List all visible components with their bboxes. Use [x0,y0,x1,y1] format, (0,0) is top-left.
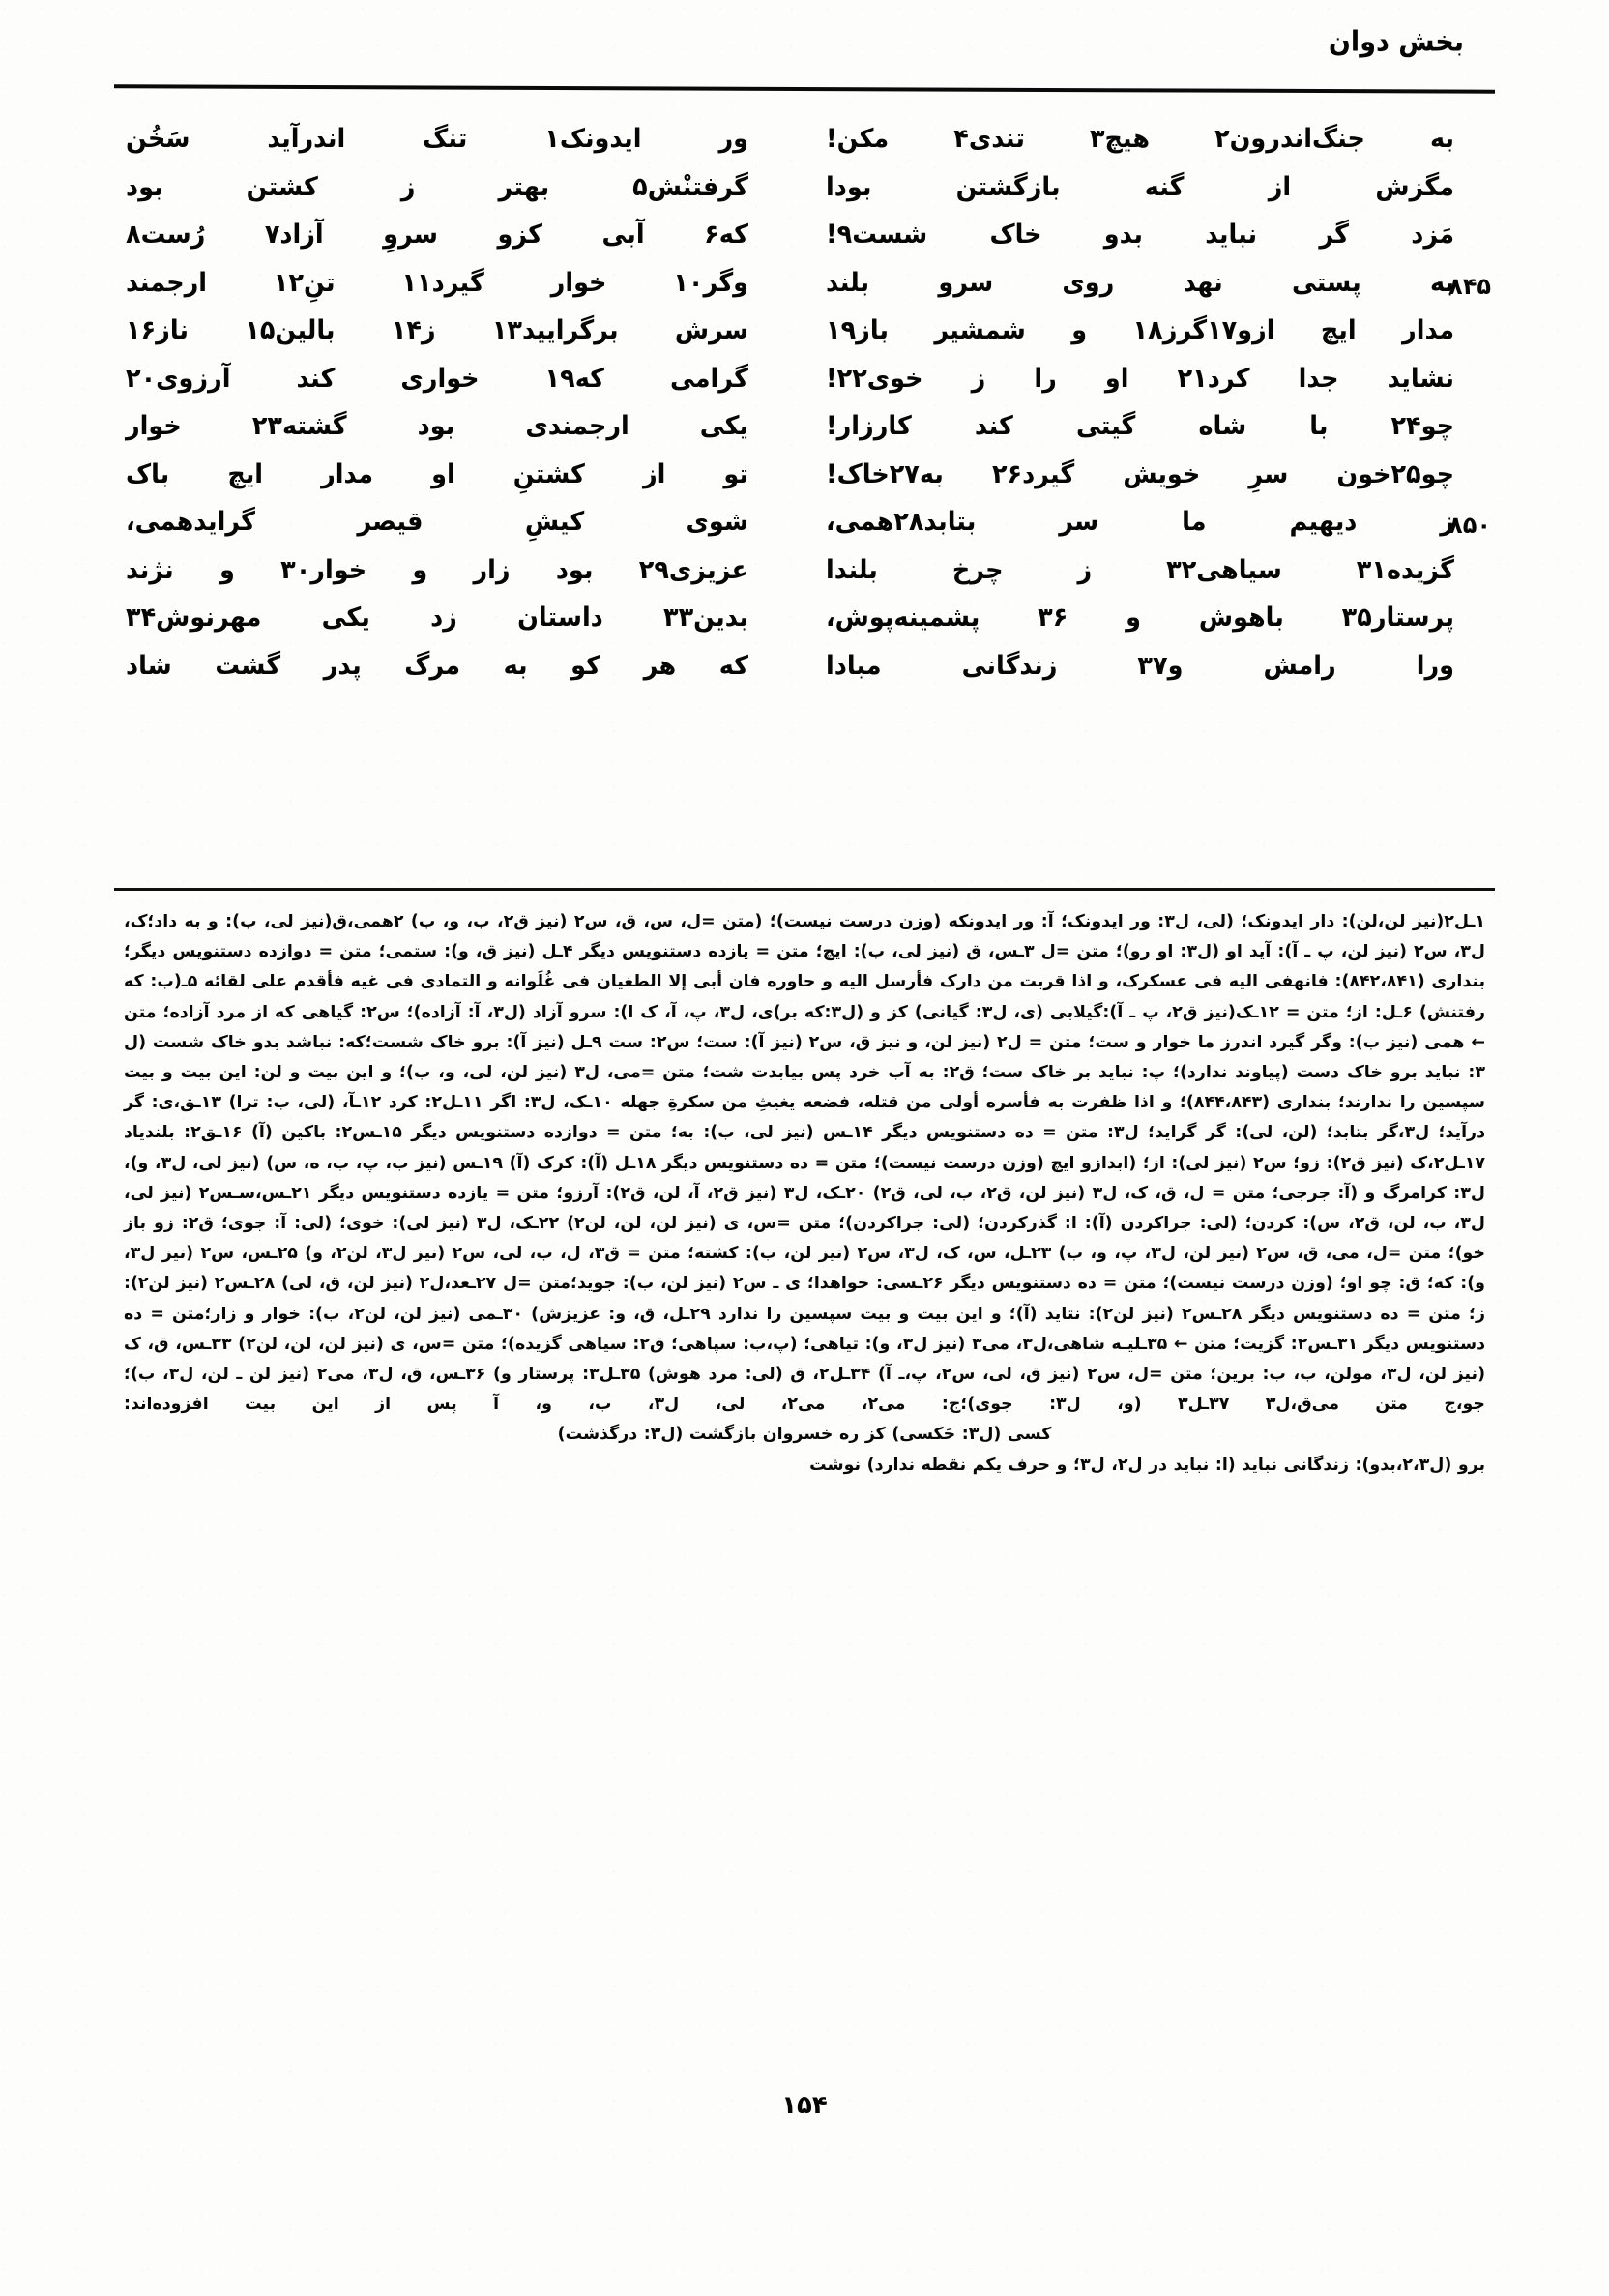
hemistich-left: پرستار۳۵ باهوش و ۳۶ پشمینه‌پوش، [826,602,1454,633]
couplet-row [126,650,1483,701]
footnote-rule [114,888,1495,891]
couplet-row [126,171,1483,222]
hemistich-right: که۶ آبی کزو سروِ آزاد۷ رُست۸ [126,219,748,250]
couplet-row [126,221,1483,270]
hemistich-right: ور ایدونک۱ تنگ اندرآید سَخُن [126,123,748,155]
hemistich-left: مدار ایچ ازو۱۷گرز۱۸ و شمشیر باز۱۹ [826,314,1454,346]
hemistich-right: یکی ارجمندی بود گشته۲۳ خوار [126,410,748,442]
couplet-row [126,554,1483,605]
header-rule [114,84,1495,93]
hemistich-right: عزیزی۲۹ بود زار و خوار۳۰ و نژند [126,554,748,585]
page-header [145,27,1464,72]
hemistich-left: ورا رامش و۳۷ زندگانی مبادا [826,650,1454,681]
hemistich-right: شوی کیشِ قیصر گرایدهمی، [126,506,748,538]
couplet-row [126,123,1483,174]
hemistich-left: چو۲۴ با شاه گیتی کند کارزار! [826,410,1454,442]
couplet-row [126,363,1483,414]
hemistich-right: گرامی که۱۹ خواری کند آرزوی۲۰ [126,363,748,394]
hemistich-left: مَزد گر نباید بدو خاک شست۹! [826,219,1454,250]
apparatus-tail-line: برو (ل۲،۳،بدو): زندگانی نباید (ا: نباید در ل۲، ل۳؛ و حرف یکم نقطه ندارد) نوشت [809,1455,1485,1475]
hemistich-right: گرفتنْش۵ بهتر ز کشتن بود [126,171,748,202]
verse-block [126,123,1491,861]
hemistich-right: که هر کو به مرگ پدر گشت شاد [126,650,748,681]
hemistich-right: تو از کشتنِ او مدار ایچ باک [126,458,748,489]
critical-apparatus [124,907,1485,1481]
running-head: بخش دوان [1328,25,1464,59]
apparatus-quoted-verse-line: کسی (ل۳: حَکسی) کز ره خسروان بازگشت (ل۳: درگذشت) [557,1425,1052,1445]
page-number: ۱۵۴ [781,2091,828,2120]
hemistich-right: بدین۳۳ داستان زد یکی مهرنوش۳۴ [126,602,748,633]
hemistich-right: سرش برگرایید۱۳ ز۱۴ بالین۱۵ ناز۱۶ [126,314,748,346]
hemistich-left: گزیده۳۱ سیاهی۳۲ ز چرخ بلندا [826,554,1454,585]
hemistich-right: وگر۱۰ خوار گیرد۱۱ تنِ۱۲ ارجمند [126,267,748,298]
couplet-row [126,458,1483,510]
hemistich-left: مگزش از گنه بازگشتن بودا [826,171,1454,202]
couplet-row [126,506,1491,557]
apparatus-main-paragraph: ۱ـل۲(نیز لن،لن): دار ایدونک؛ (لی، ل۳: ور ایدونک؛ آ: ور ایدونکه (وزن درست نیست)؛ (متن =ل، س، ق، س۲ (نیز ق۲، ب، و، ب) ۲همی،ق(نیز لی، ب): و به داد؛ک، ل۳، س۲ (نیز لن، پ ـ آ): آید او (ل۳: او رو)؛ متن =ل ۳ـس، ق (نیز لی، ب): ایچ؛ متن = یازده دستنویس دیگر ۴ـل (نیز ق، و): ستمی؛ متن = دوازده دستنویس دیگر؛ بنداری (۸۴۲،۸۴۱): فانهفی الیه فی عسکرک، و اذا قربت من دارک فأرسل الیه و حاوره فان أبی إلا الطغیان فی غُلَوانه و التمادی فی غیه فأقدم علی لقائه ۵ـ(ب: که رفتنش) ۶ـل: از؛ متن = ۱۲ـک(نیز ق۲، پ ـ آ):گیلابی (ی، ل۳: گیانی) کز و (ل۳:که بر)ی، ل۳، پ، آ، ک ا): سرو آزاد (ل۳، آ: آزاده)؛ س۲: گیاهی که از مرد آزاده؛ متن ← همی (نیز ب): وگر گیرد اندرز ما خوار و ست؛ متن = ل۲ (نیز لن، و نیز ق، س۲ (نیز آ): ست؛ س۲: ست ۹ـل (نیز آ): برو خاک شست؛که: نباشد بدو خاک شست (ل ۳: نباید برو خاک دست (پیاوند ندارد)؛ پ: نباید بر خاک ست؛ ق۲: به آب خرد پس بیابدت شت؛ متن =می، ل۳ (نیز لن، لی، و، ب)؛ و این بیت و لن: این بیت و بیت سپسین را ندارند؛ بنداری (۸۴۴،۸۴۳)؛ و اذا ظفرت به فأسره أولی من قتله، فضعه یغیثِ من سکرةِ جهله ۱۰ـک، ل۳: اگر ۱۱ـل۲: کرد ۱۲ـآ، (لی، ب: ترا) ۱۳ـق،ی: گر درآید؛ ل۳،گر بتابد؛ (لن، لی): گر گراید؛ ل۳: متن = ده دستنویس دیگر ۱۴ـس (نیز لی، ب): به؛ متن = دوازده دستنویس دیگر ۱۵ـس۲: باکین (آ) ۱۶ـق۲: بلندیاد ۱۷ـل۲،ک (نیز ق۲): زو؛ س۲ (نیز لی): از؛ (ابدازو ایچ (وزن درست نیست)؛ متن = ده دستنویس دیگر ۱۸ـل (آ): کرک (آ) ۱۹ـس (نیز ب، پ، ب، ه، س) (نیز لی، ل۳، و)، ل۳: کرامرگ و (آ: جرجی؛ متن = ل، ق، ک، ل۳ (نیز لن، ق۲، ب، لی، ق۲) ۲۰ـک، ل۳ (نیز ق۲، آ، لن، ق۲): آرزو؛ متن = یازده دستنویس دیگر ۲۱ـس،سـس۲ (نیز لی، ل۳، ب، لن، ق۲، س): کردن؛ (لی: جراکردن (آ): ا: گذرکردن؛ (لی: جراکردن)؛ متن =س، ی (نیز لن، لن، لن۲) ۲۲ـک، ل۳ (نیز لی): خوی؛ (لی: آ: جوی؛ ق۲: زو باز خو)؛ متن =ل، می، ق، س۲ (نیز لن، ل۳، پ، و، ب) ۲۳ـل، س، ک، ل۳، س۲ (نیز لن، ب): کشته؛ متن = ق۳، ل، ب، لی، س۲ (نیز ل۳، لن۲، و) ۲۵ـس، س۲ (نیز ل۳، و): که؛ ق: چو او؛ (وزن درست نیست)؛ متن = ده دستنویس دیگر ۲۶ـسی: خواهدا؛ ی ـ س۲ (نیز لن، ب): جوید؛متن =ل ۲۷ـعد،ل۲ (نیز لن، ق، لی) ۲۸ـس۲ (نیز لن۲): ز؛ متن = ده دستنویس دیگر ۲۸ـس۲ (نیز لن۲): نتاید (آ)؛ و این بیت و بیت سپسین را ندارد ۲۹ـل، ق، و: عزیزش) ۳۰ـمی (نیز لن، لن۲، ب): خوار و زار؛متن = ده دستنویس دیگر ۳۱ـس۲: گزیت؛ متن ← ۳۵ـلیـه شاهی،ل۳، می۳ (نیز ل۳، و): تیاهی؛ (پ،ب: سپاهی؛ ق۲: سیاهی گزیده)؛ متن =س، ی (نیز لن، لن، لن۲) ۳۳ـس، ق، ک (نیز لن، ل۳، مولن، ب، ب: برین؛ متن =ل، س۲ (نیز ق، لی، س۲، پ،ـ آ) ۳۴ـل۲، ق (لی: مرد هوش) ۳۵ـل۳: پرستار و) ۳۶ـس، ق، ل۳، می۲ (نیز لن ـ لن، ل۳، ب)؛ جو،ج متن می‌ق،ل۳ ۳۷ـل۳ (و، ل۳: جوی)؛ج: می۲، می۲، لی، ل۳، ب، و، آ پس از این بیت افزوده‌اند: [124,912,1486,1415]
couplet-row [126,604,1483,653]
hemistich-left: ز دیهیم ما سر بتابد۲۸همی، [826,506,1454,538]
verse-number: ۸۴۵ [1448,272,1491,300]
couplet-row [126,267,1491,318]
hemistich-left: نشاید جدا کرد۲۱ او را ز خوی۲۲! [826,363,1454,394]
couplet-row [126,314,1483,366]
verse-number: ۸۵۰ [1448,512,1491,539]
hemistich-left: به پستی نهد روی سرو بلند [826,267,1454,298]
couplet-row [126,410,1483,461]
hemistich-left: به جنگ‌اندرون۲ هیچ۳ تندی۴ مکن! [826,123,1454,155]
hemistich-left: چو۲۵خون سرِ خویش گیرد۲۶ به۲۷خاک! [826,458,1454,489]
